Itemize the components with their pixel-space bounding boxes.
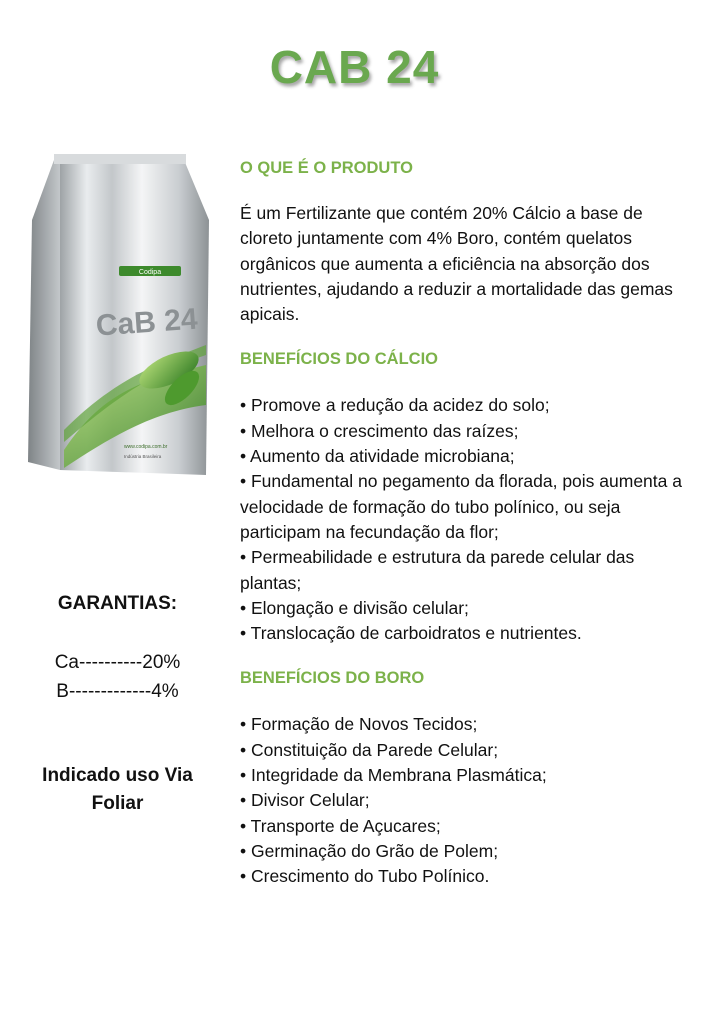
list-item: • Formação de Novos Tecidos; bbox=[240, 714, 478, 735]
list-item: • Promove a redução da acidez do solo; bbox=[240, 395, 550, 416]
list-item: • Permeabilidade e estrutura da parede celular das plantas; bbox=[240, 547, 635, 593]
indication-line-2: Foliar bbox=[91, 793, 144, 814]
guarantee-item-b: B-------------4% bbox=[56, 681, 179, 702]
package-name: CaB 24 bbox=[94, 302, 199, 343]
list-item: • Fundamental no pegamento da florada, pois aumenta a velocidade de formação do tubo polínico, ou seja participam na fecundação da flor; bbox=[240, 471, 682, 542]
guarantees-title: GARANTIAS: bbox=[57, 593, 178, 614]
list-item: • Crescimento do Tubo Polínico. bbox=[240, 866, 490, 887]
section-heading-calcium: BENEFÍCIOS DO CÁLCIO bbox=[240, 350, 439, 369]
guarantee-item-ca: Ca----------20% bbox=[54, 652, 181, 673]
package-website: www.codipa.com.br bbox=[124, 444, 168, 450]
list-item: • Transporte de Açucares; bbox=[240, 815, 441, 836]
list-item: • Germinação do Grão de Polem; bbox=[240, 840, 499, 861]
list-item: • Divisor Celular; bbox=[240, 790, 370, 811]
list-item: • Constituição da Parede Celular; bbox=[240, 739, 499, 760]
list-item: • Melhora o crescimento das raízes; bbox=[240, 420, 519, 441]
list-item: • Aumento da atividade microbiana; bbox=[240, 446, 515, 467]
section-heading-product: O QUE É O PRODUTO bbox=[240, 159, 413, 177]
list-item: • Integridade da Membrana Plasmática; bbox=[240, 765, 547, 786]
product-paragraph: É um Fertilizante que contém 20% Cálcio a base de cloreto juntamente com 4% Boro, contém quelatos orgânicos que aumenta a eficiência na absorção dos nutrientes, ajudando a reduzir a mortalidade das gemas apicais. bbox=[240, 203, 673, 325]
product-package-image bbox=[24, 150, 219, 485]
product-description bbox=[240, 156, 690, 910]
section-heading-boron: BENEFÍCIOS DO BORO bbox=[240, 669, 425, 688]
list-item: • Elongação e divisão celular; bbox=[240, 597, 469, 618]
indication-text bbox=[20, 762, 215, 818]
page-title: CAB 24 bbox=[269, 41, 440, 93]
boron-benefits-list bbox=[240, 712, 690, 889]
guarantees-list bbox=[20, 648, 215, 706]
package-brand: Codipa bbox=[138, 269, 162, 276]
package-footer: Indústria Brasileira bbox=[124, 454, 162, 459]
calcium-benefits-list bbox=[240, 393, 690, 646]
list-item: • Translocação de carboidratos e nutrientes. bbox=[240, 623, 582, 644]
indication-line-1: Indicado uso Via bbox=[42, 765, 193, 786]
